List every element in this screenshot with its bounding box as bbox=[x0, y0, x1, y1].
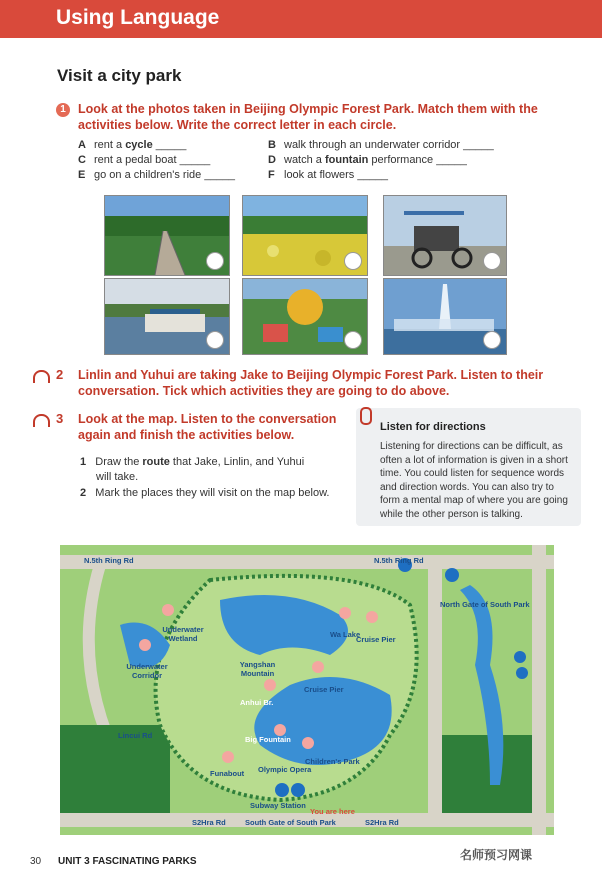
question-1-text-line1: Look at the photos taken in Beijing Olympic Forest Park. Match them with the bbox=[78, 102, 538, 116]
activity-e: E go on a children's ride _____ bbox=[78, 169, 235, 181]
headphones-icon[interactable] bbox=[33, 370, 50, 383]
map-label-big-fountain: Big Fountain bbox=[245, 735, 291, 744]
answer-circle[interactable] bbox=[344, 252, 362, 270]
map-label-olympic-opera: Olympic Opera bbox=[258, 765, 312, 774]
q3-item-1: 1 Draw the route that Jake, Linlin, and Yuhui bbox=[80, 456, 305, 468]
map-label-underwater-wetland: Underwater Wetland bbox=[162, 625, 204, 643]
question-1-number: 1 bbox=[56, 103, 70, 117]
photo-boardwalk bbox=[104, 195, 230, 276]
map-label-road-diagonal: Lincui Rd bbox=[118, 731, 153, 740]
answer-circle[interactable] bbox=[206, 331, 224, 349]
answer-circle[interactable] bbox=[483, 331, 501, 349]
activity-f: F look at flowers _____ bbox=[268, 169, 388, 181]
question-1-text-line2: activities below. Write the correct letter in each circle. bbox=[78, 118, 397, 132]
map-label-north-gate: North Gate of South Park bbox=[440, 600, 530, 609]
answer-circle[interactable] bbox=[344, 331, 362, 349]
map-label-cruise-pier-2: Cruise Pier bbox=[304, 685, 344, 694]
q3-item-1-line2: will take. bbox=[96, 471, 139, 483]
question-2-text-line1: Linlin and Yuhui are taking Jake to Beijing Olympic Forest Park. Listen to their bbox=[78, 368, 544, 382]
question-2-number: 2 bbox=[56, 367, 64, 382]
page-number: 30 bbox=[30, 856, 42, 867]
activity-d: D watch a fountain performance _____ bbox=[268, 154, 467, 166]
answer-circle[interactable] bbox=[483, 252, 501, 270]
map-label-road-left: S2Hra Rd bbox=[192, 818, 226, 827]
map-label-cruise-pier-1: Cruise Pier bbox=[356, 635, 396, 644]
tip-body: Listening for directions can be difficult, as often a lot of information is given in a short time. You could listen for sequence words and direction words. You can also try to form a mental map of where you are going while the other person is talking. bbox=[380, 441, 568, 520]
map-label-underwater-corridor: Underwater Corridor bbox=[126, 662, 168, 680]
lesson-title: Visit a city park bbox=[57, 66, 182, 85]
question-3-text-line2: again and finish the activities below. bbox=[78, 428, 295, 442]
watermark: 名师预习网课 bbox=[460, 848, 533, 862]
photo-fountain bbox=[383, 278, 507, 355]
map-label-wa-lake: Wa Lake bbox=[330, 630, 361, 639]
map-label-ring-road-right: N.5th Ring Rd bbox=[374, 556, 424, 565]
activity-b: B walk through an underwater corridor _____ bbox=[268, 139, 494, 151]
activity-c: C rent a pedal boat _____ bbox=[78, 154, 211, 166]
map-label-childrens-park: Children's Park bbox=[305, 757, 360, 766]
park-map bbox=[60, 545, 554, 835]
map-label-subway-station: Subway Station bbox=[250, 801, 306, 810]
map-label-road-right: S2Hra Rd bbox=[365, 818, 399, 827]
map-label-ring-road-left: N.5th Ring Rd bbox=[84, 556, 134, 565]
map-label-you-are-here: You are here bbox=[310, 807, 355, 816]
question-3-text-line1: Look at the map. Listen to the conversation bbox=[78, 412, 337, 426]
paperclip-icon bbox=[360, 407, 372, 425]
headphones-icon[interactable] bbox=[33, 414, 50, 427]
map-label-yangshan-mountain: Yangshan Mountain bbox=[239, 660, 276, 678]
tip-title: Listen for directions bbox=[380, 421, 486, 433]
unit-title: UNIT 3 FASCINATING PARKS bbox=[58, 856, 197, 867]
photo-flowers bbox=[242, 195, 368, 276]
question-3-number: 3 bbox=[56, 411, 64, 426]
activity-a: A rent a cycle _____ bbox=[78, 139, 187, 151]
photo-cycle bbox=[383, 195, 507, 276]
map-label-anhui-bridge: Anhui Br. bbox=[240, 698, 274, 707]
photo-pedal-boat bbox=[104, 278, 230, 355]
photo-childrens-ride bbox=[242, 278, 368, 355]
question-2-text-line2: conversation. Tick which activities they are going to do above. bbox=[78, 384, 450, 398]
section-title: Using Language bbox=[56, 6, 220, 29]
map-label-funabout: Funabout bbox=[210, 769, 245, 778]
answer-circle[interactable] bbox=[206, 252, 224, 270]
q3-item-2: 2 Mark the places they will visit on the map below. bbox=[80, 487, 330, 499]
map-label-south-gate: South Gate of South Park bbox=[245, 818, 336, 827]
